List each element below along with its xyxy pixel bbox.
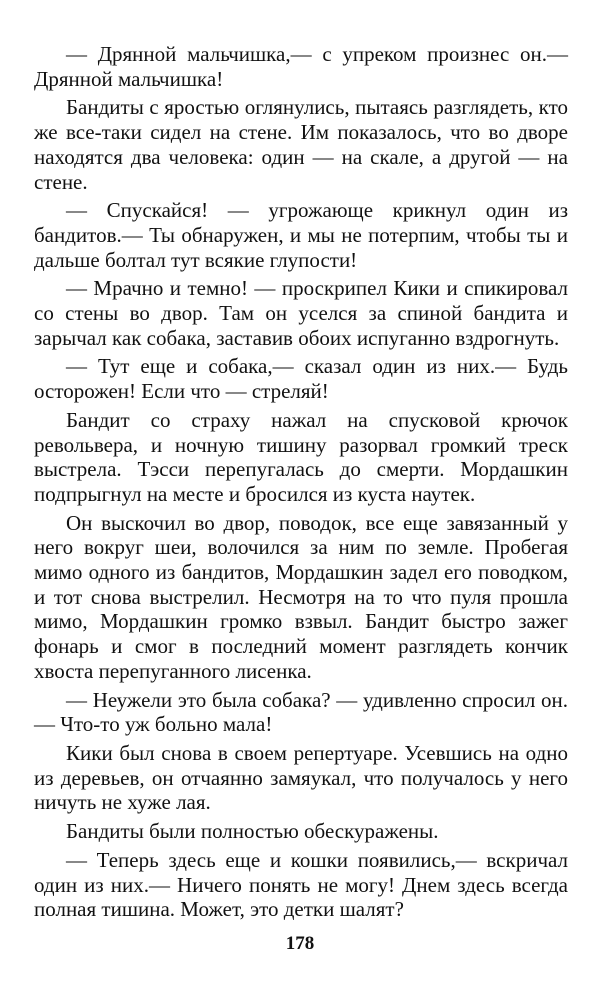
paragraph: — Тут еще и собака,— сказал один из них.— Будь осторожен! Если что — стреляй! (34, 354, 568, 404)
paragraph: — Дрянной мальчишка,— с упреком произнес он.— Дрянной мальчишка! (34, 42, 568, 91)
paragraph: Бандиты были полностью обескуражены. (66, 819, 439, 844)
paragraph: Бандиты с яростью оглянулись, пытаясь разглядеть, кто же все-таки сидел на стене. Им показалось, что во дворе находятся два человека: один — на скале, а другой — на стене. (34, 95, 568, 194)
paragraph: — Мрачно и темно! — проскрипел Кики и спикировал со стены во двор. Там он уселся за спиной бандита и зарычал как собака, заставив обоих испуганно вздрогнуть. (34, 276, 568, 350)
paragraph: Кики был снова в своем репертуаре. Усевшись на одно из деревьев, он отчаянно замяукал, что получалось у него ничуть не хуже лая. (34, 740, 568, 815)
paragraph: — Спускайся! — угрожающе крикнул один из бандитов.— Ты обнаружен, и мы не потерпим, чтобы ты и дальше болтал тут всякие глупости! (34, 198, 568, 272)
paragraph: Бандит со страху нажал на спусковой крючок револьвера, и ночную тишину разорвал громкий треск выстрела. Тэсси перепугалась до смерти. Мордашкин подпрыгнул на месте и бросился из куста наутек. (34, 407, 568, 506)
paragraph: — Теперь здесь еще и кошки появились,— вскричал один из них.— Ничего понять не могу! Днем здесь всегда полная тишина. Может, это детки шалят? (34, 847, 568, 922)
page-number: 178 (285, 933, 315, 954)
paragraph: — Неужели это была собака? — удивленно спросил он.— Что-то уж больно мала! (34, 687, 568, 737)
paragraph: Он выскочил во двор, поводок, все еще завязанный у него вокруг шеи, волочился за ним по земле. Пробегая мимо одного из бандитов, Мордашкин задел его поводком, и тот снова выстрелил. Несмотря на то что пуля прошла мимо, Мордашкин громко взвыл. Бандит быстро зажег фонарь и смог в последний момент разглядеть кончик хвоста перепуганного лисенка. (34, 510, 568, 683)
